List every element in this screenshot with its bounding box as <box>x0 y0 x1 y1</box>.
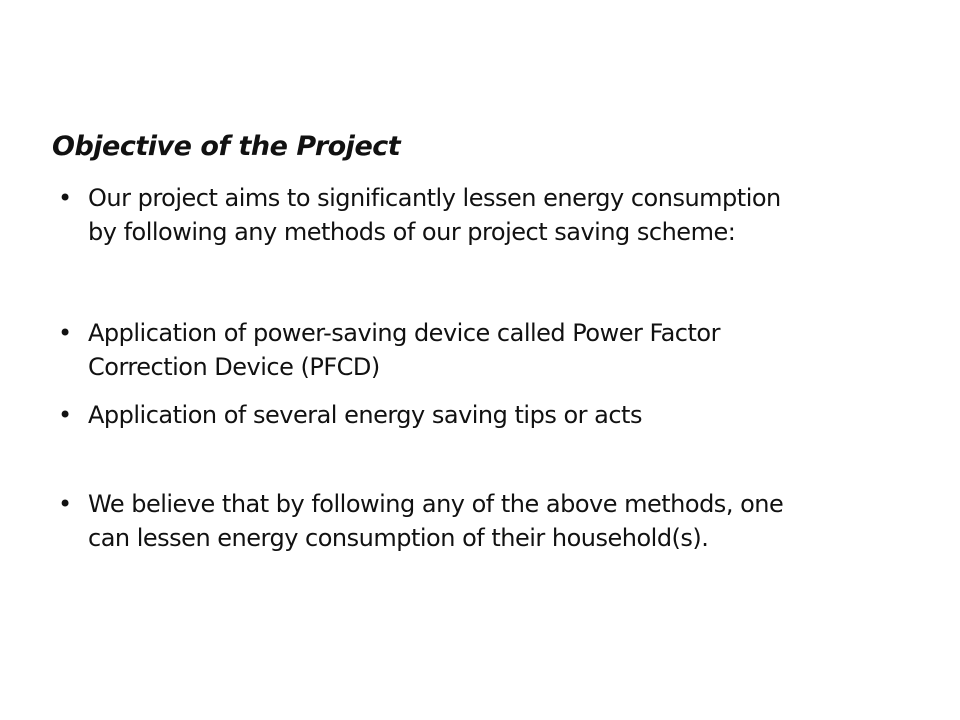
slide-title: Objective of the Project <box>52 131 401 162</box>
bullet-item-pfcd <box>52 316 912 384</box>
bullet-item-energy-saving-tips <box>52 398 912 432</box>
bullet-icon: • <box>58 490 72 518</box>
bullet-line: Application of several energy saving tips or acts <box>88 401 642 429</box>
bullet-icon: • <box>58 401 72 429</box>
bullet-item-project-aim <box>52 181 912 249</box>
bullet-line: can lessen energy consumption of their household(s). <box>88 524 709 552</box>
bullet-item-conclusion <box>52 487 912 555</box>
bullet-icon: • <box>58 184 72 212</box>
bullet-icon: • <box>58 319 72 347</box>
bullet-line: by following any methods of our project saving scheme: <box>88 218 736 246</box>
bullet-line: Application of power-saving device called Power Factor <box>88 319 720 347</box>
bullet-line: Correction Device (PFCD) <box>88 353 380 381</box>
bullet-line: Our project aims to significantly lessen energy consumption <box>88 184 781 212</box>
bullet-line: We believe that by following any of the above methods, one <box>88 490 784 518</box>
